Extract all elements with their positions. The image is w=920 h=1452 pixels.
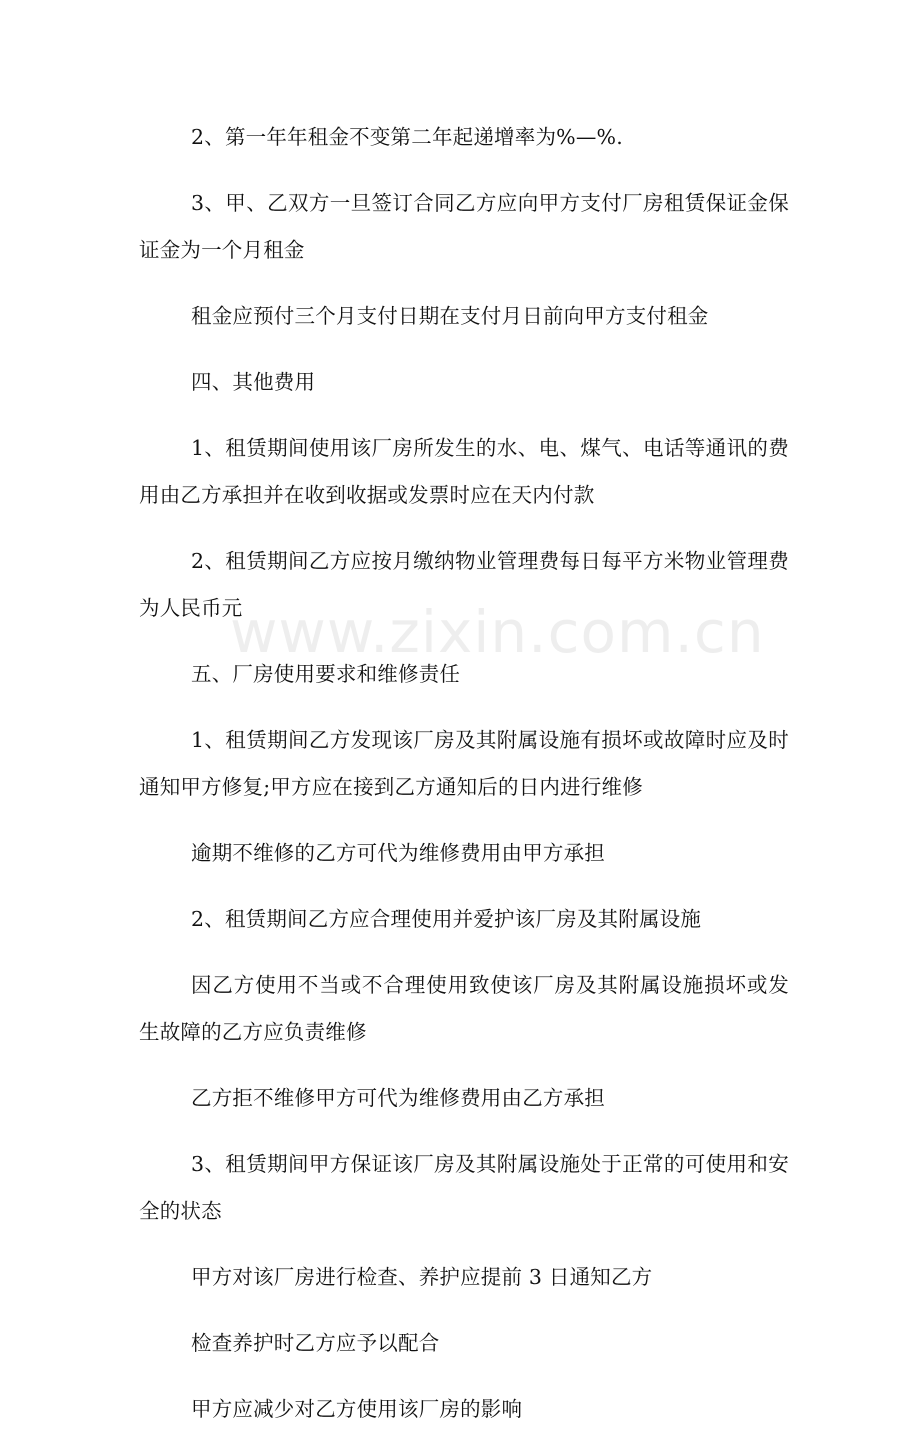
section-heading: 四、其他费用 — [191, 370, 316, 394]
paragraph: 检查养护时乙方应予以配合 — [191, 1331, 440, 1355]
paragraph: 1、租赁期间乙方发现该厂房及其附属设施有损坏或故障时应及时通知甲方修复;甲方应在接到乙方通知后的日内进行维修 — [139, 728, 789, 799]
document-body — [139, 114, 789, 1452]
paragraph: 2、第一年年租金不变第二年起递增率为%—%. — [191, 125, 623, 149]
paragraph: 甲方应减少对乙方使用该厂房的影响 — [191, 1397, 523, 1421]
paragraph: 逾期不维修的乙方可代为维修费用由甲方承担 — [191, 841, 605, 865]
paragraph: 2、租赁期间乙方应合理使用并爱护该厂房及其附属设施 — [191, 907, 702, 931]
section-heading: 五、厂房使用要求和维修责任 — [191, 662, 461, 686]
paragraph: 乙方拒不维修甲方可代为维修费用由乙方承担 — [191, 1086, 605, 1110]
paragraph: 租金应预付三个月支付日期在支付月日前向甲方支付租金 — [191, 304, 709, 328]
paragraph: 因乙方使用不当或不合理使用致使该厂房及其附属设施损坏或发生故障的乙方应负责维修 — [139, 973, 789, 1044]
paragraph: 3、甲、乙双方一旦签订合同乙方应向甲方支付厂房租赁保证金保证金为一个月租金 — [139, 191, 789, 262]
watermark: www.zixin.com.cn — [230, 598, 765, 666]
paragraph: 3、租赁期间甲方保证该厂房及其附属设施处于正常的可使用和安全的状态 — [139, 1152, 789, 1223]
paragraph: 甲方对该厂房进行检查、养护应提前 3 日通知乙方 — [191, 1265, 653, 1289]
paragraph: 1、租赁期间使用该厂房所发生的水、电、煤气、电话等通讯的费用由乙方承担并在收到收据或发票时应在天内付款 — [139, 436, 789, 507]
paragraph: 2、租赁期间乙方应按月缴纳物业管理费每日每平方米物业管理费为人民币元 — [139, 549, 789, 620]
